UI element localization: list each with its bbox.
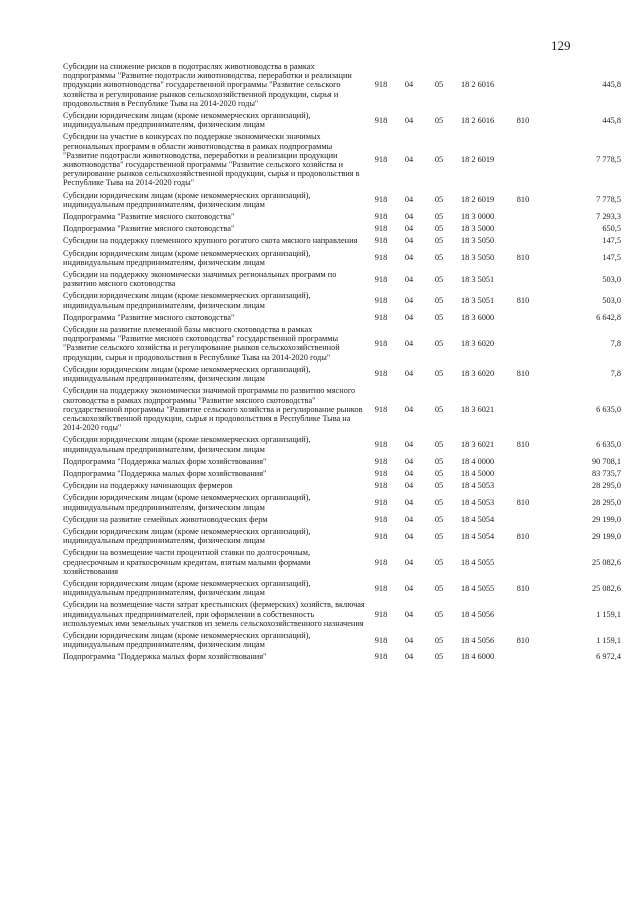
amount: 1 159,1 — [596, 635, 621, 645]
ministry-code: 918 — [374, 155, 388, 165]
line-item-name: Субсидии юридическим лицам (кроме некоммерческих организаций), индивидуальным предпринимателям, физическим лицам — [63, 111, 311, 130]
ministry-code: 918 — [374, 481, 388, 491]
subsection-code: 05 — [434, 274, 444, 284]
amount: 6 635,0 — [596, 439, 621, 449]
target-article-code: 18 3 5050 — [461, 236, 495, 246]
target-article-code: 18 4 5054 — [461, 531, 495, 541]
line-item-name: Подпрограмма "Поддержка малых форм хозяйствования" — [63, 652, 267, 662]
table-row — [63, 249, 621, 270]
line-item-name: Субсидии на поддержку экономически значимой программы по развитию мясного скотоводства в рамках подпрограммы "Развитие мясного скотоводства" государственной программы "Развитие сельского хозяйства и регулирование рынков сельскохозяйственной продукции, сырья и продовольствия в Республике Тыва на 2014-2020 годы" — [63, 386, 363, 433]
amount: 445,8 — [602, 80, 621, 90]
target-article-code: 18 3 0000 — [461, 212, 495, 222]
target-article-code: 18 4 0000 — [461, 456, 495, 466]
section-code: 04 — [404, 155, 414, 165]
ministry-code: 918 — [374, 557, 388, 567]
amount: 7 778,5 — [596, 155, 621, 165]
line-item-name: Субсидии на возмещение части затрат крестьянских (фермерских) хозяйств, включая индивидуальных предпринимателей, при оформлении в собственность используемых ими земельных участков из земель сельскохозяйственного назначения — [63, 600, 365, 628]
expense-type-code — [509, 236, 537, 248]
section-code: 04 — [404, 115, 414, 125]
ministry-code: 918 — [374, 609, 388, 619]
target-article-code: 18 3 6000 — [461, 312, 495, 322]
subsection-code: 05 — [434, 514, 444, 524]
line-item-name: Подпрограмма "Поддержка малых форм хозяйствования" — [63, 456, 267, 466]
expense-type-code: 810 — [516, 115, 530, 125]
section-code: 04 — [404, 652, 414, 662]
table-row — [63, 365, 621, 386]
expense-type-code — [509, 600, 537, 631]
subsection-code: 05 — [434, 439, 444, 449]
target-article-code: 18 4 5054 — [461, 514, 495, 524]
amount: 6 642,8 — [596, 312, 621, 322]
amount: 29 199,0 — [591, 514, 621, 524]
section-code: 04 — [404, 468, 414, 478]
ministry-code: 918 — [374, 514, 388, 524]
amount: 6 972,4 — [596, 652, 621, 662]
table-row — [63, 224, 621, 236]
table-row — [63, 325, 621, 365]
subsection-code: 05 — [434, 456, 444, 466]
amount: 147,5 — [602, 253, 621, 263]
section-code: 04 — [404, 212, 414, 222]
target-article-code: 18 3 6020 — [461, 369, 495, 379]
subsection-code: 05 — [434, 583, 444, 593]
table-row — [63, 481, 621, 493]
target-article-code: 18 2 6019 — [461, 195, 495, 205]
line-item-name: Субсидии на поддержку начинающих фермеров — [63, 481, 233, 491]
amount: 90 708,1 — [591, 456, 621, 466]
expense-type-code — [509, 652, 537, 664]
line-item-name: Субсидии юридическим лицам (кроме некоммерческих организаций), индивидуальным предпринимателям, физическим лицам — [63, 364, 311, 384]
line-item-name: Подпрограмма "Поддержка малых форм хозяйствования" — [63, 468, 267, 478]
table-row — [63, 212, 621, 224]
ministry-code: 918 — [374, 80, 388, 90]
table-row — [63, 631, 621, 652]
target-article-code: 18 4 5053 — [461, 497, 495, 507]
table-row — [63, 600, 621, 631]
section-code: 04 — [404, 80, 414, 90]
subsection-code: 05 — [434, 155, 444, 165]
table-row — [63, 457, 621, 469]
expense-type-code: 810 — [516, 253, 530, 263]
line-item-name: Субсидии юридическим лицам (кроме некоммерческих организаций), индивидуальным предпринимателям, физическим лицам — [63, 248, 311, 267]
amount: 28 295,0 — [591, 497, 621, 507]
section-code: 04 — [404, 439, 414, 449]
ministry-code: 918 — [374, 312, 388, 322]
section-code: 04 — [404, 583, 414, 593]
subsection-code: 05 — [434, 212, 444, 222]
ministry-code: 918 — [374, 468, 388, 478]
subsection-code: 05 — [434, 557, 444, 567]
subsection-code: 05 — [434, 609, 444, 619]
amount: 7 778,5 — [596, 195, 621, 205]
target-article-code: 18 3 6021 — [461, 404, 495, 414]
section-code: 04 — [404, 338, 414, 348]
subsection-code: 05 — [434, 652, 444, 662]
amount: 503,0 — [602, 274, 621, 284]
target-article-code: 18 4 5056 — [461, 635, 495, 645]
line-item-name: Субсидии на возмещение части процентной ставки по долгосрочным, среднесрочным и краткосрочным кредитам, взятым малыми формами хозяйствования — [63, 548, 311, 576]
line-item-name: Субсидии на развитие племенной базы мясного скотоводства в рамках подпрограммы "Развитие мясного скотоводства" государственной программы "Развитие сельского хозяйства и регулирование рынков сельскохозяйственной продукции, сырья и продовольствия в Республике Тыва на 2014-2020 годы" — [63, 325, 340, 362]
section-code: 04 — [404, 224, 414, 234]
table-row — [63, 111, 621, 132]
section-code: 04 — [404, 635, 414, 645]
expense-type-code — [509, 469, 537, 481]
line-item-name: Субсидии юридическим лицам (кроме некоммерческих организаций), индивидуальным предпринимателям, физическим лицам — [63, 190, 311, 209]
section-code: 04 — [404, 312, 414, 322]
line-item-name: Субсидии юридическим лицам (кроме некоммерческих организаций), индивидуальным предпринимателям, физическим лицам — [63, 291, 311, 310]
ministry-code: 918 — [374, 115, 388, 125]
subsection-code: 05 — [434, 635, 444, 645]
subsection-code: 05 — [434, 481, 444, 491]
table-row — [63, 191, 621, 212]
ministry-code: 918 — [374, 236, 388, 246]
target-article-code: 18 4 5000 — [461, 468, 495, 478]
amount: 83 735,7 — [591, 468, 621, 478]
ministry-code: 918 — [374, 274, 388, 284]
ministry-code: 918 — [374, 195, 388, 205]
expense-type-code — [509, 481, 537, 493]
section-code: 04 — [404, 531, 414, 541]
amount: 147,5 — [602, 236, 621, 246]
ministry-code: 918 — [374, 224, 388, 234]
target-article-code: 18 4 5056 — [461, 609, 495, 619]
table-row — [63, 132, 621, 190]
line-item-name: Субсидии на развитие семейных животноводческих ферм — [63, 514, 268, 524]
line-item-name: Субсидии на поддержку племенного крупного рогатого скота мясного направления — [63, 236, 358, 246]
expense-type-code — [509, 270, 537, 291]
table-row — [63, 548, 621, 579]
ministry-code: 918 — [374, 212, 388, 222]
amount: 25 082,6 — [591, 557, 621, 567]
expense-type-code: 810 — [516, 583, 530, 593]
expense-type-code — [509, 386, 537, 435]
line-item-name: Субсидии юридическим лицам (кроме некоммерческих организаций), индивидуальным предпринимателям, физическим лицам — [63, 493, 311, 512]
line-item-name: Субсидии на участие в конкурсах по поддержке экономически значимых региональных программ в области животноводства в рамках подпрограммы "Развитие подотрасли животноводства, переработки и реализации продукции животноводства" государственной программы "Развитие сельского хозяйства и регулирование рынков сельскохозяйственной продукции, сырья и продовольствия в Республике Тыва на 2014-2020 годы" — [63, 132, 360, 188]
expense-type-code — [509, 548, 537, 579]
target-article-code: 18 2 6016 — [461, 80, 495, 90]
expense-type-code: 810 — [516, 635, 530, 645]
target-article-code: 18 3 6020 — [461, 338, 495, 348]
line-item-name: Подпрограмма "Развитие мясного скотоводства" — [63, 224, 235, 234]
subsection-code: 05 — [434, 468, 444, 478]
line-item-name: Субсидии юридическим лицам (кроме некоммерческих организаций), индивидуальным предпринимателям, физическим лицам — [63, 578, 311, 598]
amount: 1 159,1 — [596, 609, 621, 619]
expense-type-code: 810 — [516, 296, 530, 306]
expense-type-code — [509, 62, 537, 111]
ministry-code: 918 — [374, 456, 388, 466]
target-article-code: 18 2 6019 — [461, 155, 495, 165]
target-article-code: 18 4 5053 — [461, 481, 495, 491]
section-code: 04 — [404, 609, 414, 619]
subsection-code: 05 — [434, 404, 444, 414]
ministry-code: 918 — [374, 583, 388, 593]
table-row — [63, 291, 621, 312]
section-code: 04 — [404, 557, 414, 567]
target-article-code: 18 4 6000 — [461, 652, 495, 662]
table-row — [63, 62, 621, 111]
ministry-code: 918 — [374, 369, 388, 379]
table-row — [63, 527, 621, 548]
target-article-code: 18 2 6016 — [461, 115, 495, 125]
budget-table-body — [63, 62, 621, 665]
expense-type-code — [509, 313, 537, 325]
ministry-code: 918 — [374, 531, 388, 541]
amount: 445,8 — [602, 115, 621, 125]
section-code: 04 — [404, 481, 414, 491]
subsection-code: 05 — [434, 236, 444, 246]
ministry-code: 918 — [374, 404, 388, 414]
subsection-code: 05 — [434, 531, 444, 541]
target-article-code: 18 3 6021 — [461, 439, 495, 449]
subsection-code: 05 — [434, 497, 444, 507]
subsection-code: 05 — [434, 115, 444, 125]
expense-type-code: 810 — [516, 497, 530, 507]
expense-type-code: 810 — [516, 439, 530, 449]
section-code: 04 — [404, 236, 414, 246]
section-code: 04 — [404, 497, 414, 507]
line-item-name: Подпрограмма "Развитие мясного скотоводства" — [63, 212, 235, 222]
ministry-code: 918 — [374, 635, 388, 645]
expense-type-code: 810 — [516, 531, 530, 541]
table-row — [63, 236, 621, 248]
table-row — [63, 493, 621, 514]
subsection-code: 05 — [434, 296, 444, 306]
section-code: 04 — [404, 195, 414, 205]
amount: 7 293,3 — [596, 212, 621, 222]
subsection-code: 05 — [434, 224, 444, 234]
page-number: 129 — [551, 38, 571, 53]
amount: 6 635,0 — [596, 404, 621, 414]
expense-type-code — [509, 457, 537, 469]
ministry-code: 918 — [374, 497, 388, 507]
amount: 503,0 — [602, 296, 621, 306]
expense-type-code — [509, 224, 537, 236]
ministry-code: 918 — [374, 439, 388, 449]
ministry-code: 918 — [374, 296, 388, 306]
line-item-name: Субсидии на поддержку экономически значимых региональных программ по развитию мясного скотоводства — [63, 270, 337, 289]
amount: 29 199,0 — [591, 531, 621, 541]
table-row — [63, 435, 621, 456]
subsection-code: 05 — [434, 312, 444, 322]
table-row — [63, 579, 621, 600]
table-row — [63, 515, 621, 527]
section-code: 04 — [404, 456, 414, 466]
amount: 7,8 — [610, 369, 621, 379]
ministry-code: 918 — [374, 253, 388, 263]
section-code: 04 — [404, 369, 414, 379]
amount: 650,5 — [602, 224, 621, 234]
ministry-code: 918 — [374, 338, 388, 348]
section-code: 04 — [404, 404, 414, 414]
section-code: 04 — [404, 274, 414, 284]
amount: 25 082,6 — [591, 583, 621, 593]
expense-type-code — [509, 132, 537, 190]
amount: 28 295,0 — [591, 481, 621, 491]
expense-type-code: 810 — [516, 369, 530, 379]
table-row — [63, 652, 621, 664]
expense-type-code — [509, 325, 537, 365]
line-item-name: Субсидии юридическим лицам (кроме некоммерческих организаций), индивидуальным предпринимателям, физическим лицам — [63, 435, 311, 454]
subsection-code: 05 — [434, 195, 444, 205]
line-item-name: Подпрограмма "Развитие мясного скотоводства" — [63, 312, 235, 322]
line-item-name: Субсидии на снижение рисков в подотраслях животноводства в рамках подпрограммы "Развитие подотрасли животноводства, переработки и реализации продукции животноводства" государственной программы "Развитие сельского хозяйства и регулирование рынков сельскохозяйственной продукции, сырья и продовольствия в Республике Тыва на 2014-2020 годы" — [63, 62, 352, 108]
table-row — [63, 270, 621, 291]
target-article-code: 18 4 5055 — [461, 583, 495, 593]
section-code: 04 — [404, 296, 414, 306]
line-item-name: Субсидии юридическим лицам (кроме некоммерческих организаций), индивидуальным предпринимателям, физическим лицам — [63, 630, 311, 650]
section-code: 04 — [404, 514, 414, 524]
target-article-code: 18 3 5051 — [461, 274, 495, 284]
table-row — [63, 469, 621, 481]
target-article-code: 18 3 5000 — [461, 224, 495, 234]
subsection-code: 05 — [434, 80, 444, 90]
amount: 7,8 — [610, 338, 621, 348]
subsection-code: 05 — [434, 253, 444, 263]
ministry-code: 918 — [374, 652, 388, 662]
line-item-name: Субсидии юридическим лицам (кроме некоммерческих организаций), индивидуальным предпринимателям, физическим лицам — [63, 526, 311, 546]
target-article-code: 18 4 5055 — [461, 557, 495, 567]
expense-type-code — [509, 212, 537, 224]
expense-type-code — [509, 515, 537, 527]
target-article-code: 18 3 5051 — [461, 296, 495, 306]
budget-table — [63, 62, 621, 665]
table-row — [63, 313, 621, 325]
subsection-code: 05 — [434, 338, 444, 348]
subsection-code: 05 — [434, 369, 444, 379]
table-row — [63, 386, 621, 435]
target-article-code: 18 3 5050 — [461, 253, 495, 263]
expense-type-code: 810 — [516, 195, 530, 205]
section-code: 04 — [404, 253, 414, 263]
